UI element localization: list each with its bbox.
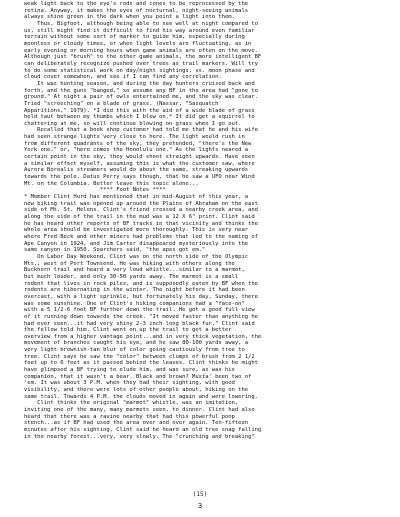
text-line: to do some statistical work on day/night sightings, vs. moon phase and bbox=[24, 67, 255, 74]
text-line: early evening or morning hours when game animals are often on the move. bbox=[24, 47, 258, 54]
text-line: rodents are hibernating in the winter. The night before it had been bbox=[24, 287, 245, 294]
text-line: can deliberately recognize pushed over trees as trail markers. Will try bbox=[24, 60, 258, 67]
text-line: where Fred Beck and other miners had problems that led to the naming of bbox=[24, 233, 258, 240]
text-line: new biking trail was opened up around the Plains of Abraham on the east bbox=[24, 200, 258, 207]
text-line: Apparitions," 1979). *I did this with the aid of a wide blade of grass bbox=[24, 107, 255, 114]
document-body bbox=[24, 1, 396, 440]
text-line: **** Foot Notes **** bbox=[24, 187, 166, 194]
text-line: It was hunting season, and during the day hunters cruised back and bbox=[24, 80, 255, 87]
page-number-handwritten: 3 bbox=[197, 502, 203, 510]
text-line: On Labor Day Weekend, Clint was on the north side of the Olympic bbox=[24, 253, 249, 260]
text-line: always shine green in the dark when you point a light into them. bbox=[24, 14, 235, 21]
text-line: inviting one of the many, many marmots seen, to dinner. Clint had also bbox=[24, 407, 255, 414]
text-line: Tried "screeching" on a blade of grass, (Nassar, "Sasquatch bbox=[24, 100, 219, 107]
text-line: Thus, Bigfoot, although being able to see well at night compared to bbox=[24, 20, 258, 27]
text-line: Although just "brush" to the other game animals, the more intelligent BF bbox=[24, 54, 262, 61]
text-line: from different quadrants of the sky, they pretended, "there's the New bbox=[24, 140, 252, 147]
text-line: overview from a higher vantage point...and in very thick vegetation, the bbox=[24, 333, 262, 340]
text-line: minutes after his sighting, Clint said he heard an old tree snag falling bbox=[24, 427, 262, 433]
text-line: Ape Canyon in 1924, and Jim Carter disappeared mysteriously into the bbox=[24, 240, 249, 247]
text-line: 'em. It was about 3 P.M. when they had their sighting, with good bbox=[24, 380, 235, 387]
text-line: Aurora Borealis streamers would do about the same, streaking upwards bbox=[24, 167, 249, 174]
text-line: whole area should be investigated more thoroughly. This is very near bbox=[24, 227, 249, 234]
text-line: forth, and the guns "banged," so assume any BF in the area had "gone to bbox=[24, 87, 258, 94]
text-line: retina. Anyway, it makes the eyes of nocturnal, night-seeing animals bbox=[24, 7, 249, 14]
text-line: weak light back to the eye's rods and cones to be reprocessed by the bbox=[24, 1, 249, 7]
text-line: stench...as if BF had used the area over and over again. Ten-fifteen bbox=[24, 420, 249, 427]
text-line: held taut between my thumbs which I blew on.* It did get a squirrel to bbox=[24, 114, 255, 121]
text-line: feet up to 6 feet as it passed behind the leaves. Clint thinks he might bbox=[24, 360, 258, 367]
text-line: but much louder, and only 30-50 yards away. The marmot is a small bbox=[24, 273, 239, 280]
text-line: along the side of the trail in the mud was a 12 X 6" print. Clint said bbox=[24, 214, 255, 220]
text-line: chattering at me, so will continue blowing on grass when I go out. bbox=[24, 120, 242, 127]
text-line: movement of branches caught his eye, and he saw 80-100 yards away, a bbox=[24, 340, 249, 347]
text-line: * Member Clint Hurd has mentioned that in mid-August of this year, a bbox=[24, 194, 249, 201]
text-line: with a 5 1/2-6 foot BF further down the trail. He got a good full view bbox=[24, 307, 255, 314]
text-line: York one," or, "here comes the Honolulu one." As the lights neared a bbox=[24, 147, 249, 154]
text-line: visibility, and there were lots of other people about, hiking on the bbox=[24, 387, 249, 394]
text-line: Recalled that a book shop customer had told me that he and his wife bbox=[24, 127, 258, 134]
text-line: rodent that lives in rock piles, and is supposedly eaten by BF when the bbox=[24, 280, 258, 287]
text-line: Mts., west of Port Townsend. He was hiking with others along the bbox=[24, 260, 235, 267]
text-line: he has heard other reports of BF tracks in that vicinity and thinks the bbox=[24, 220, 258, 227]
text-line: heard that there was a ravine nearby that had this powerful poop bbox=[24, 413, 235, 420]
text-line: in the nearby forest...very, very slowly. The "crunching and breaking" bbox=[24, 433, 255, 440]
text-line: tree. Clint says he saw the "color" between clumps of brush from 2 1/2 bbox=[24, 353, 255, 360]
text-line: cloud cover somewhen, and see if I can find any correlation. bbox=[24, 74, 222, 81]
text-line: certain point in the sky, they would shoot straight upwards. Have seen bbox=[24, 154, 255, 161]
text-line: towards the pole. Datus Perry says though, that he saw a UFO near Wind bbox=[24, 174, 255, 181]
text-line: terrain without some sort of marker to guide him, especially during bbox=[24, 34, 245, 41]
text-line: of it running down towards the creek. "It moved faster than anything he bbox=[24, 313, 258, 320]
text-line: Clint thinks the original "marmot" whistle, was an imitation, bbox=[24, 400, 239, 407]
text-line: companion, that it wasn't a bear. Black and brown? Musta' been two of bbox=[24, 373, 252, 380]
text-line: had seen strange lights very close to here. The light would rush in bbox=[24, 134, 245, 141]
text-line: Buckhorn trail and heard a very loud whistle...similar to a marmot, bbox=[24, 267, 245, 274]
text-line: same canyon in 1950. Searchers said, "the apes got em." bbox=[24, 247, 206, 254]
text-line: us, still might find it difficult to find his way around even familiar bbox=[24, 27, 255, 34]
text-line: same trail. Towards 4 P.M. the clouds moved in again and were lowering. bbox=[24, 393, 258, 400]
text-line: was some sunshine. One of Clint's hiking companions had a "face-on" bbox=[24, 300, 245, 307]
text-line: Mt. on the Columbia. Better leave this topic alone... bbox=[24, 180, 199, 187]
page-number-typed: (15) bbox=[192, 491, 208, 498]
text-line: a similar effect myself, assuming this is what the customer saw, where bbox=[24, 160, 255, 167]
text-line: the fellow told him. Clint went on up the trail to get a better bbox=[24, 327, 232, 334]
text-line: ground." At night a pair of owls entertained me, and the sky was clear. bbox=[24, 94, 258, 101]
text-line: had ever seen...it had very shiny 2-3 inch long black fur," Clint said bbox=[24, 320, 255, 327]
text-line: side of Mt. St. Helens. Clint's friend crossed a nearby creek area, and bbox=[24, 207, 258, 214]
text-line: very light brownish-tan blur of color going cautiously from tree to bbox=[24, 347, 245, 354]
text-line: moonless or cloudy times, or when light levels are fluctuating, as in bbox=[24, 40, 252, 47]
text-line: overcast, with a light sprinkle, but fortunately his day, Sunday, there bbox=[24, 293, 258, 300]
text-line: have glimpsed a BF trying to elude him, and was sure, as was his bbox=[24, 367, 235, 374]
